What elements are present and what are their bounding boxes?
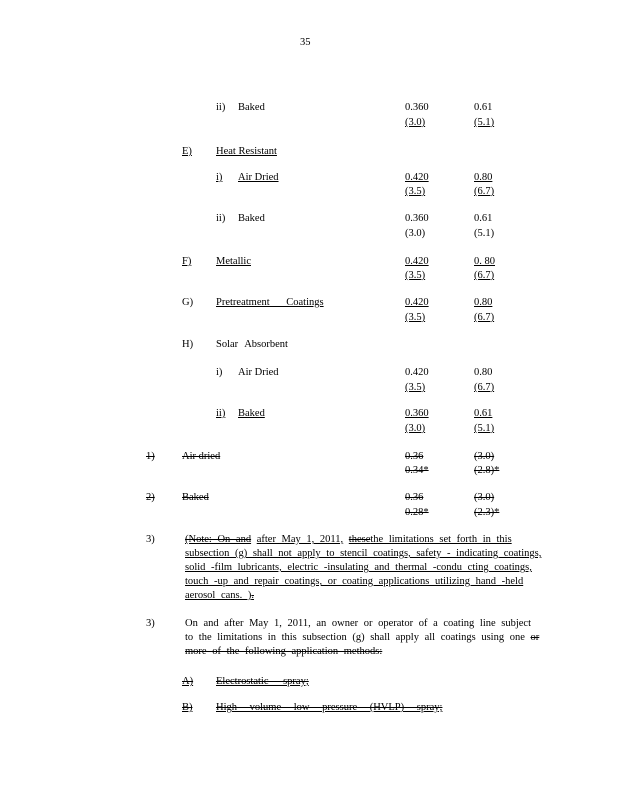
value-2: (3.0) <box>474 451 495 462</box>
value-1: 0.420 <box>405 256 429 267</box>
subitem-label: B) <box>182 702 193 713</box>
row-text: Baked <box>238 213 265 224</box>
value-2: 0.61 <box>474 408 493 419</box>
row-text: Baked <box>238 408 265 419</box>
value-1b: (3.5) <box>405 382 426 393</box>
row-text: Solar Absorbent <box>216 339 288 350</box>
row-text: Pretreatment Coatings <box>216 297 324 308</box>
value-1b: (3.5) <box>405 312 426 323</box>
note-label: 3) <box>146 534 155 545</box>
row-text: Air Dried <box>238 367 279 378</box>
page-number: 35 <box>300 37 311 48</box>
value-2: (3.0) <box>474 492 495 503</box>
value-2b: (5.1) <box>474 117 495 128</box>
row-text: Baked <box>238 102 265 113</box>
note-struck-2: these <box>348 534 371 545</box>
row-label: ii) <box>216 102 226 113</box>
value-1: 0.420 <box>405 172 429 183</box>
value-1b: (3.0) <box>405 117 426 128</box>
note-paragraph <box>185 533 545 603</box>
row-label: ii) <box>216 408 226 419</box>
value-2b: (6.7) <box>474 312 495 323</box>
row-label: F) <box>182 256 192 267</box>
note-plain-1: after May 1, 2011, <box>256 534 344 545</box>
value-1: 0.360 <box>405 408 429 419</box>
value-2b: (2.3)* <box>474 507 500 518</box>
subitem-label: A) <box>182 676 194 687</box>
struck-label: 1) <box>146 451 155 462</box>
row-label: E) <box>182 146 192 157</box>
note-struck-3: . <box>251 590 254 601</box>
row-label: G) <box>182 297 194 308</box>
row-label: i) <box>216 367 223 378</box>
row-label: H) <box>182 339 194 350</box>
value-1: 0.360 <box>405 213 429 224</box>
row-text: Metallic <box>216 256 251 267</box>
paragraph-plain: On and after May 1, 2011, an owner or operator of a coating line subject to the limitations in this subsection (g) shall apply all coatings using one <box>185 618 532 643</box>
row-text: Heat Resistant <box>216 146 277 157</box>
value-2b: (6.7) <box>474 382 495 393</box>
value-1b: (3.5) <box>405 270 426 281</box>
value-2b: (5.1) <box>474 423 495 434</box>
value-1b: 0.28* <box>405 507 429 518</box>
value-1: 0.420 <box>405 367 429 378</box>
value-2: 0.80 <box>474 367 493 378</box>
subitem-text: High volume low pressure (HVLP) spray; <box>216 702 443 713</box>
value-2b: (6.7) <box>474 186 495 197</box>
note-struck-1: (Note: On and <box>185 534 252 545</box>
value-1: 0.360 <box>405 102 429 113</box>
row-label: ii) <box>216 213 226 224</box>
row-text: Air Dried <box>238 172 279 183</box>
value-2: 0.61 <box>474 102 493 113</box>
struck-text: Air dried <box>182 451 221 462</box>
value-2: 0. 80 <box>474 256 495 267</box>
value-1b: (3.0) <box>405 228 426 239</box>
value-1b: 0.34* <box>405 465 429 476</box>
value-2: 0.80 <box>474 297 493 308</box>
note-underlined: the limitations set forth in this subsection (g) shall not apply to stencil coatings, safety - indicating coatings, solid -film lubricants, electric -insulating and thermal -condu cting coatings, touch -up and repair coatings, or coating applications utilizing hand -held aerosol cans. ) <box>185 534 542 601</box>
struck-text: Baked <box>182 492 209 503</box>
value-2b: (2.8)* <box>474 465 500 476</box>
value-2: 0.80 <box>474 172 493 183</box>
struck-label: 2) <box>146 492 155 503</box>
paragraph-struck: or more of the following application methods: <box>185 632 540 657</box>
value-2b: (5.1) <box>474 228 495 239</box>
paragraph-label: 3) <box>146 618 155 629</box>
row-label: i) <box>216 172 223 183</box>
subitem-text: Electrostatic spray; <box>216 676 309 687</box>
value-1: 0.420 <box>405 297 429 308</box>
value-2: 0.61 <box>474 213 493 224</box>
paragraph-body <box>185 617 540 659</box>
value-2b: (6.7) <box>474 270 495 281</box>
value-1b: (3.0) <box>405 423 426 434</box>
value-1: 0.36 <box>405 451 424 462</box>
value-1b: (3.5) <box>405 186 426 197</box>
value-1: 0.36 <box>405 492 424 503</box>
